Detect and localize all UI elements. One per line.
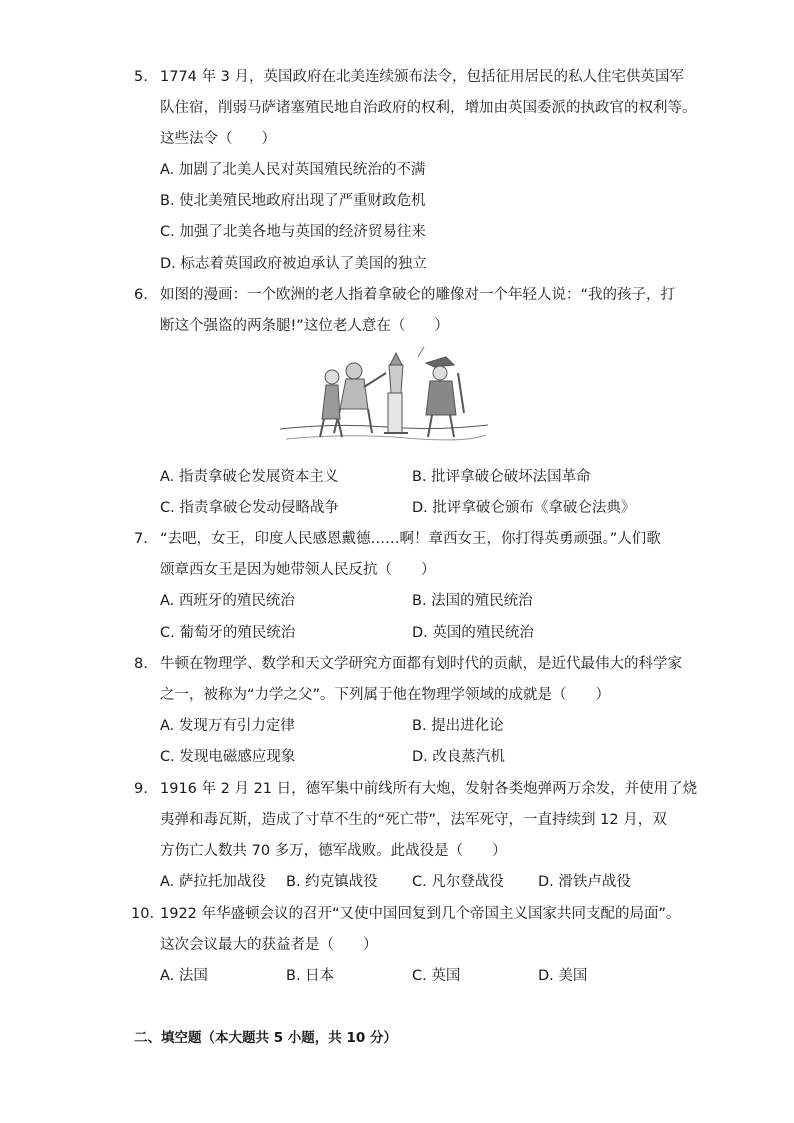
question-7-stem-line-1: “去吧，女王，印度人民感恩戴德……啊！章西女王，你打得英勇顽强。”人们歌	[160, 531, 661, 547]
question-10-option-d: D. 美国	[538, 968, 588, 984]
question-10-option-c: C. 英国	[412, 968, 461, 984]
question-9-stem-line-3: 方伤亡人数共 70 多万，德军战败。此战役是（ ）	[160, 843, 507, 859]
question-9-option-b: B. 约克镇战役	[286, 874, 378, 890]
question-8-stem-line-1: 牛顿在物理学、数学和天文学研究方面都有划时代的贡献，是近代最伟大的科学家	[160, 656, 682, 672]
question-10-stem-line-1: 1922 年华盛顿会议的召开“又使中国回复到几个帝国主义国家共同支配的局面”。	[160, 906, 681, 922]
question-5-stem-line-1: 1774 年 3 月，英国政府在北美连续颁布法令，包括征用居民的私人住宅供英国军	[160, 69, 684, 85]
question-9-stem-line-1: 1916 年 2 月 21 日，德军集中前线所有大炮，发射各类炮弹两万余发，并使用了烧	[160, 781, 698, 797]
question-8-option-d: D. 改良蒸汽机	[412, 749, 505, 765]
question-5-option-a: A. 加剧了北美人民对英国殖民统治的不满	[160, 162, 426, 178]
question-9-option-c: C. 凡尔登战役	[412, 874, 504, 890]
question-7-number: 7.	[134, 531, 148, 547]
question-5-option-d: D. 标志着英国政府被迫承认了美国的独立	[160, 256, 427, 272]
question-9-option-d: D. 滑铁卢战役	[538, 874, 631, 890]
napoleon-statue-cartoon	[276, 343, 492, 451]
question-6-stem-line-1: 如图的漫画：一个欧洲的老人指着拿破仑的雕像对一个年轻人说：“我的孩子，打	[160, 287, 676, 303]
question-6-option-b: B. 批评拿破仑破坏法国革命	[412, 469, 591, 485]
question-9-number: 9.	[134, 781, 148, 797]
question-7-option-a: A. 西班牙的殖民统治	[160, 593, 295, 609]
question-6-option-a: A. 指责拿破仑发展资本主义	[160, 469, 339, 485]
question-5-option-b: B. 使北美殖民地政府出现了严重财政危机	[160, 193, 426, 209]
question-7-option-c: C. 葡萄牙的殖民统治	[160, 625, 296, 641]
question-5-number: 5.	[134, 69, 148, 85]
question-9-option-a: A. 萨拉托加战役	[160, 874, 266, 890]
question-10-option-a: A. 法国	[160, 968, 208, 984]
question-8-option-c: C. 发现电磁感应现象	[160, 749, 296, 765]
question-6-option-c: C. 指责拿破仑发动侵略战争	[160, 500, 339, 516]
question-7-option-b: B. 法国的殖民统治	[412, 593, 533, 609]
question-5-stem-line-2: 队住宿，削弱马萨诸塞殖民地自治政府的权利，增加由英国委派的执政官的权利等。	[160, 100, 697, 116]
question-10-number: 10.	[131, 906, 155, 922]
question-9-stem-line-2: 夷弹和毒瓦斯，造成了寸草不生的“死亡带”，法军死守，一直持续到 12 月，双	[160, 812, 667, 828]
question-8-stem-line-2: 之一，被称为“力学之父”。下列属于他在物理学领域的成就是（ ）	[160, 687, 611, 703]
question-8-number: 8.	[134, 656, 148, 672]
question-10-stem-line-2: 这次会议最大的获益者是（ ）	[160, 937, 378, 953]
question-7-option-d: D. 英国的殖民统治	[412, 625, 534, 641]
question-8-option-a: A. 发现万有引力定律	[160, 718, 295, 734]
section-heading-fill-in: 二、填空题（本大题共 5 小题，共 10 分）	[134, 1030, 397, 1046]
question-6-stem-line-2: 断这个强盗的两条腿!”这位老人意在（ ）	[160, 318, 449, 334]
question-5-stem-line-3: 这些法令（ ）	[160, 131, 276, 147]
question-5-option-c: C. 加强了北美各地与英国的经济贸易往来	[160, 224, 426, 240]
question-7-stem-line-2: 颂章西女王是因为她带领人民反抗（ ）	[160, 562, 436, 578]
question-8-option-b: B. 提出进化论	[412, 718, 504, 734]
question-6-option-d: D. 批评拿破仑颁布《拿破仑法典》	[412, 500, 636, 516]
question-6-number: 6.	[134, 287, 148, 303]
question-10-option-b: B. 日本	[286, 968, 335, 984]
